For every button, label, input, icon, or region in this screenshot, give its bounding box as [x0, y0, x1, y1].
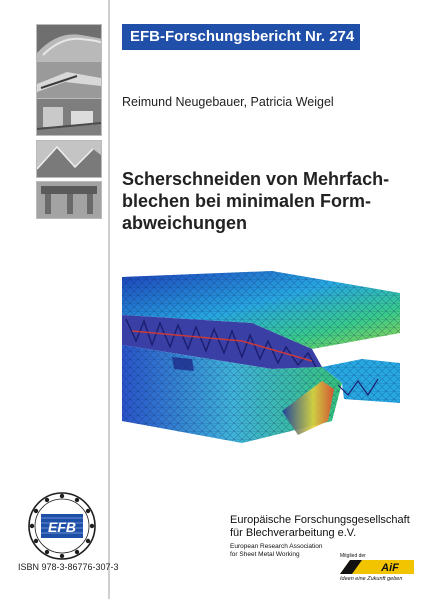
publisher-english-line: for Sheet Metal Working [230, 551, 300, 558]
title-line: blechen bei minimalen Form- [122, 191, 372, 211]
efb-logo-text: EFB [48, 519, 76, 535]
title-line: abweichungen [122, 213, 248, 233]
aif-brand-text: AiF [381, 562, 399, 574]
fem-simulation-image [122, 271, 400, 443]
authors: Reimund Neugebauer, Patricia Weigel [122, 95, 334, 109]
publisher-name [230, 514, 420, 540]
isbn: ISBN 978-3-86776-307-3 [18, 562, 119, 572]
aif-slogan: Ideen eine Zukunft geben [340, 576, 403, 582]
sheet-metal-photo-1 [36, 24, 102, 62]
publisher-english-line: European Research Association [230, 543, 323, 550]
sheet-metal-photo-3 [36, 98, 102, 136]
sheet-metal-photo-4 [36, 140, 102, 178]
sheet-metal-photo-2 [36, 61, 102, 99]
efb-logo-icon [26, 490, 98, 562]
member-label: Mitglied der [340, 553, 366, 559]
publisher-name-line: für Blechverarbeitung e.V. [230, 527, 357, 539]
cover-divider [108, 0, 110, 599]
publisher-name-line: Europäische Forschungsgesellschaft [230, 514, 410, 526]
title-line: Scherschneiden von Mehrfach- [122, 169, 390, 189]
aif-member-badge [340, 553, 414, 591]
report-title [122, 168, 390, 234]
sheet-metal-photo-5 [36, 181, 102, 219]
aif-logo-icon [340, 560, 414, 574]
series-title-bar: EFB-Forschungsbericht Nr. 274 [122, 24, 360, 50]
